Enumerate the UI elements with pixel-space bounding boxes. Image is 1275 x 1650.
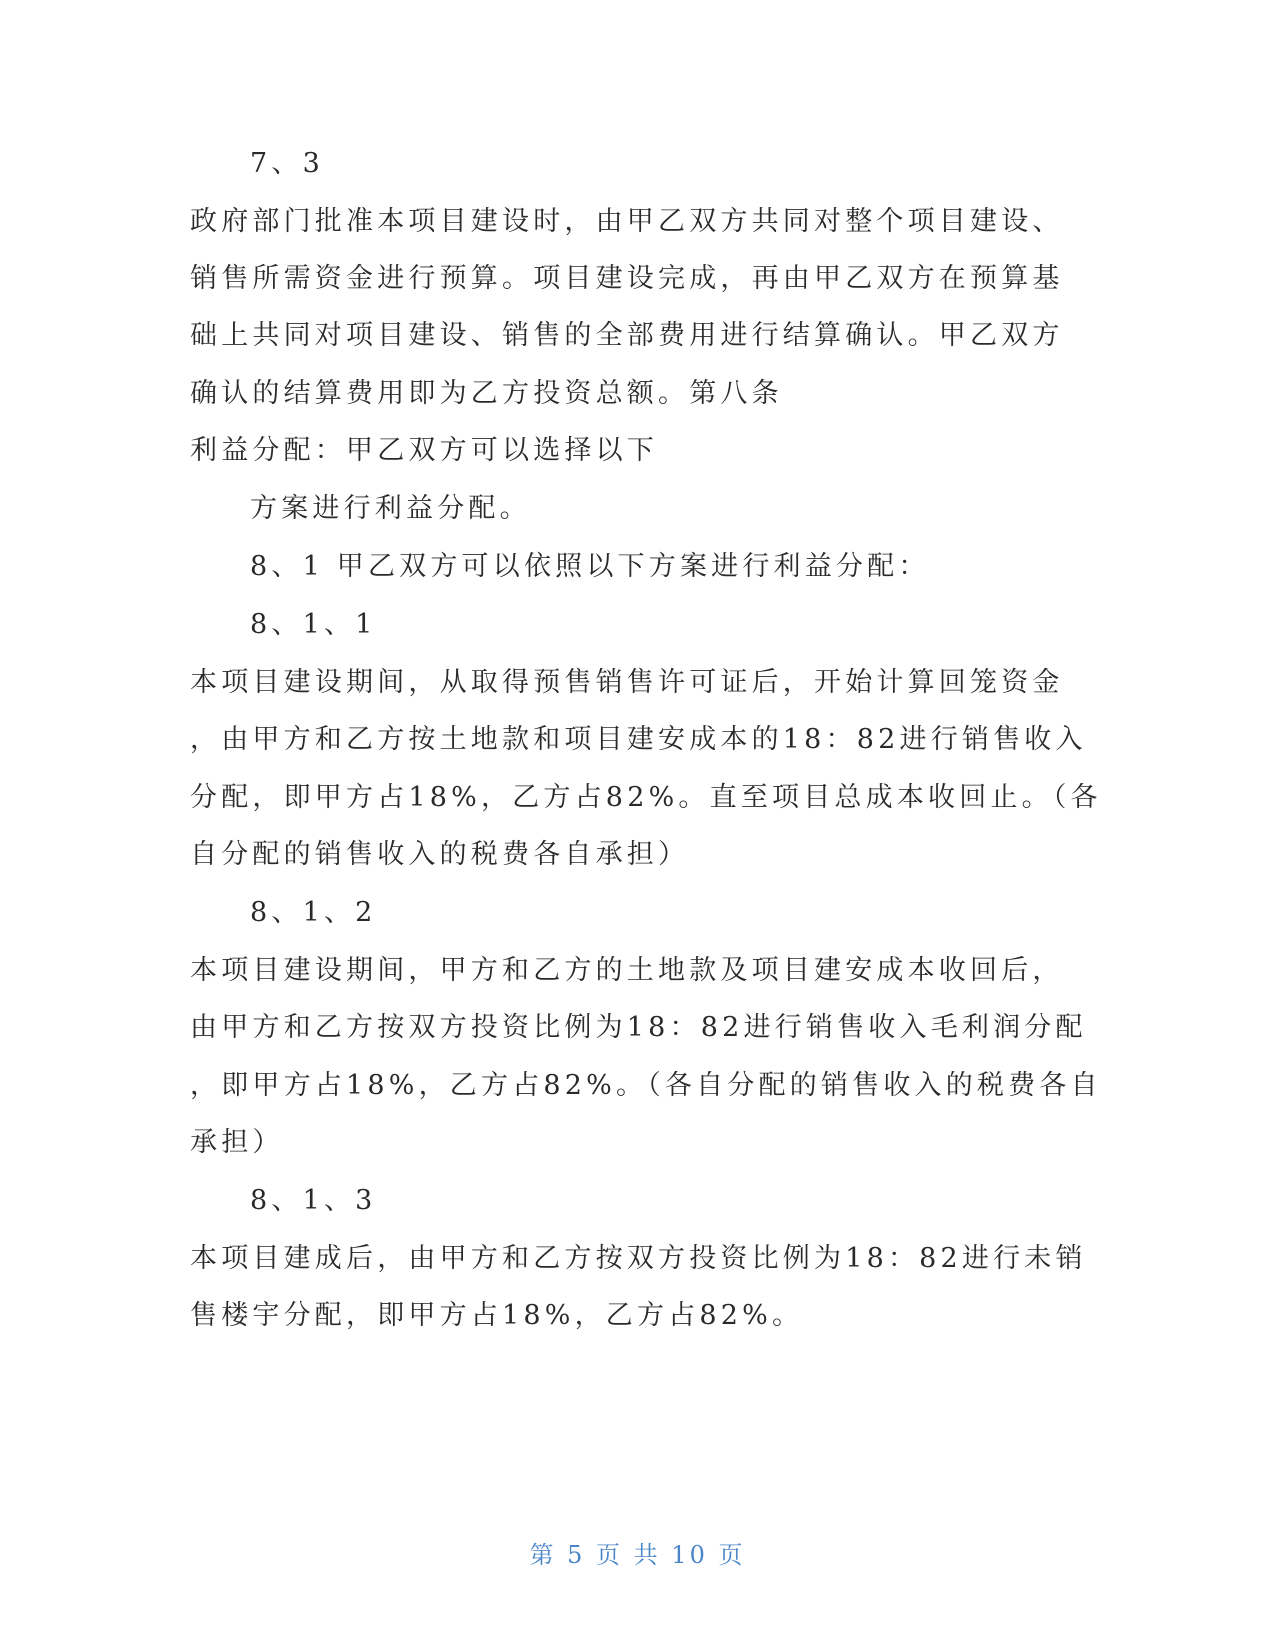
text-line: 承担） xyxy=(190,1127,284,1158)
clause-8-1-heading: 8、1 甲乙双方可以依照以下方案进行利益分配： xyxy=(250,551,930,582)
text-line: 利益分配：甲乙双方可以选择以下 xyxy=(190,435,658,466)
text-line: 确认的结算费用即为乙方投资总额。第八条 xyxy=(190,378,783,409)
text-line: 本项目建设期间，从取得预售销售许可证后，开始计算回笼资金 xyxy=(190,667,1064,698)
text-line: 政府部门批准本项目建设时，由甲乙双方共同对整个项目建设、 xyxy=(190,206,1064,237)
text-line: 售楼宇分配，即甲方占18%，乙方占82%。 xyxy=(190,1300,804,1331)
text-line: ，由甲方和乙方按土地款和项目建安成本的18：82进行销售收入 xyxy=(190,724,1087,755)
text-line: 方案进行利益分配。 xyxy=(250,493,531,524)
page-number-footer: 第 5 页 共 10 页 xyxy=(529,1541,746,1569)
text-line: 础上共同对项目建设、销售的全部费用进行结算确认。甲乙双方 xyxy=(190,320,1064,351)
clause-8-1-3-number: 8、1、3 xyxy=(250,1185,377,1216)
text-line: 本项目建成后，由甲方和乙方按双方投资比例为18：82进行未销 xyxy=(190,1243,1087,1274)
text-line: 自分配的销售收入的税费各自承担） xyxy=(190,839,690,870)
clause-8-1-2-number: 8、1、2 xyxy=(250,897,377,928)
text-line: 由甲方和乙方按双方投资比例为18：82进行销售收入毛利润分配 xyxy=(190,1012,1087,1043)
text-line: ，即甲方占18%，乙方占82%。（各自分配的销售收入的税费各自 xyxy=(190,1070,1102,1101)
text-line: 销售所需资金进行预算。项目建设完成，再由甲乙双方在预算基 xyxy=(190,263,1064,294)
text-line: 分配，即甲方占18%，乙方占82%。直至项目总成本收回止。（各 xyxy=(190,782,1102,813)
clause-8-1-1-number: 8、1、1 xyxy=(250,609,377,640)
text-line: 本项目建设期间，甲方和乙方的土地款及项目建安成本收回后， xyxy=(190,955,1064,986)
clause-7-3-number: 7、3 xyxy=(250,148,324,179)
